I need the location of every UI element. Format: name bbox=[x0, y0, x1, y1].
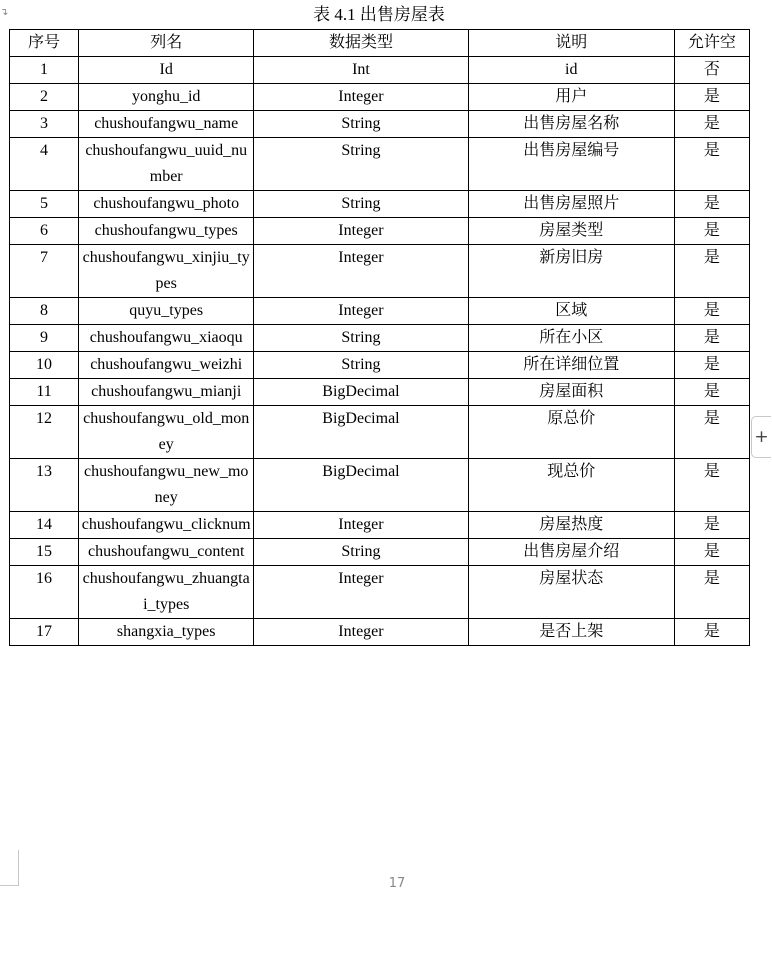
table-row bbox=[10, 245, 750, 298]
cell-description: 区域 bbox=[468, 298, 674, 325]
cell-nullable: 是 bbox=[674, 406, 749, 459]
header-data-type: 数据类型 bbox=[254, 30, 468, 57]
cell-column-name: Id bbox=[79, 57, 254, 84]
cell-data-type: String bbox=[254, 138, 468, 191]
cell-column-name: chushoufangwu_photo bbox=[79, 191, 254, 218]
cell-column-name: chushoufangwu_mianji bbox=[79, 379, 254, 406]
cell-nullable: 是 bbox=[674, 191, 749, 218]
cell-column-name: yonghu_id bbox=[79, 84, 254, 111]
paragraph-mark-icon: ↴ bbox=[0, 7, 9, 18]
table-row bbox=[10, 111, 750, 138]
cell-nullable: 是 bbox=[674, 245, 749, 298]
cell-index: 6 bbox=[10, 218, 79, 245]
cell-description: 房屋类型 bbox=[468, 218, 674, 245]
table-row bbox=[10, 57, 750, 84]
cell-nullable: 是 bbox=[674, 566, 749, 619]
cell-data-type: Integer bbox=[254, 218, 468, 245]
cell-nullable: 是 bbox=[674, 138, 749, 191]
cell-nullable: 是 bbox=[674, 298, 749, 325]
page-number: 17 bbox=[388, 876, 406, 891]
cell-index: 17 bbox=[10, 619, 79, 646]
table-row bbox=[10, 619, 750, 646]
cell-data-type: Integer bbox=[254, 512, 468, 539]
cell-description: 房屋面积 bbox=[468, 379, 674, 406]
table-row bbox=[10, 406, 750, 459]
cell-index: 12 bbox=[10, 406, 79, 459]
cell-data-type: String bbox=[254, 325, 468, 352]
cell-data-type: BigDecimal bbox=[254, 379, 468, 406]
expand-button[interactable] bbox=[751, 416, 771, 458]
cell-index: 10 bbox=[10, 352, 79, 379]
cell-data-type: Int bbox=[254, 57, 468, 84]
cell-description: 出售房屋编号 bbox=[468, 138, 674, 191]
table-caption: 表 4.1 出售房屋表 bbox=[313, 5, 445, 24]
cell-data-type: Integer bbox=[254, 566, 468, 619]
cell-column-name: quyu_types bbox=[79, 298, 254, 325]
data-table bbox=[9, 29, 750, 646]
cell-data-type: String bbox=[254, 539, 468, 566]
cell-nullable: 是 bbox=[674, 84, 749, 111]
cell-nullable: 是 bbox=[674, 111, 749, 138]
cell-nullable: 是 bbox=[674, 352, 749, 379]
cell-index: 4 bbox=[10, 138, 79, 191]
table-row bbox=[10, 138, 750, 191]
cell-index: 11 bbox=[10, 379, 79, 406]
cell-column-name: chushoufangwu_uuid_number bbox=[79, 138, 254, 191]
cell-data-type: Integer bbox=[254, 298, 468, 325]
cell-data-type: String bbox=[254, 191, 468, 218]
cell-nullable: 是 bbox=[674, 459, 749, 512]
cell-column-name: chushoufangwu_xinjiu_types bbox=[79, 245, 254, 298]
header-index: 序号 bbox=[10, 30, 79, 57]
cell-description: 原总价 bbox=[468, 406, 674, 459]
cell-description: 所在详细位置 bbox=[468, 352, 674, 379]
header-column-name: 列名 bbox=[79, 30, 254, 57]
cell-nullable: 是 bbox=[674, 379, 749, 406]
cell-column-name: chushoufangwu_zhuangtai_types bbox=[79, 566, 254, 619]
cell-description: id bbox=[468, 57, 674, 84]
cell-data-type: BigDecimal bbox=[254, 459, 468, 512]
table-row bbox=[10, 512, 750, 539]
cell-index: 9 bbox=[10, 325, 79, 352]
cell-description: 用户 bbox=[468, 84, 674, 111]
cell-description: 出售房屋名称 bbox=[468, 111, 674, 138]
cell-index: 16 bbox=[10, 566, 79, 619]
cell-column-name: shangxia_types bbox=[79, 619, 254, 646]
cell-nullable: 是 bbox=[674, 325, 749, 352]
cell-column-name: chushoufangwu_weizhi bbox=[79, 352, 254, 379]
table-row bbox=[10, 325, 750, 352]
cell-description: 出售房屋介绍 bbox=[468, 539, 674, 566]
cell-index: 7 bbox=[10, 245, 79, 298]
cell-index: 13 bbox=[10, 459, 79, 512]
cell-description: 是否上架 bbox=[468, 619, 674, 646]
cell-data-type: Integer bbox=[254, 619, 468, 646]
table-row bbox=[10, 218, 750, 245]
cell-data-type: Integer bbox=[254, 84, 468, 111]
cell-data-type: BigDecimal bbox=[254, 406, 468, 459]
cell-data-type: Integer bbox=[254, 245, 468, 298]
table-row bbox=[10, 379, 750, 406]
cell-column-name: chushoufangwu_xiaoqu bbox=[79, 325, 254, 352]
cell-index: 2 bbox=[10, 84, 79, 111]
table-row bbox=[10, 84, 750, 111]
table-row bbox=[10, 298, 750, 325]
table-row bbox=[10, 191, 750, 218]
cell-column-name: chushoufangwu_name bbox=[79, 111, 254, 138]
cell-description: 所在小区 bbox=[468, 325, 674, 352]
table-header-row bbox=[10, 30, 750, 57]
cell-column-name: chushoufangwu_content bbox=[79, 539, 254, 566]
table-row bbox=[10, 566, 750, 619]
cell-data-type: String bbox=[254, 352, 468, 379]
cell-column-name: chushoufangwu_clicknum bbox=[79, 512, 254, 539]
cell-index: 14 bbox=[10, 512, 79, 539]
cell-nullable: 否 bbox=[674, 57, 749, 84]
cell-column-name: chushoufangwu_old_money bbox=[79, 406, 254, 459]
cell-nullable: 是 bbox=[674, 539, 749, 566]
cell-description: 新房旧房 bbox=[468, 245, 674, 298]
cell-nullable: 是 bbox=[674, 619, 749, 646]
cell-index: 5 bbox=[10, 191, 79, 218]
cell-column-name: chushoufangwu_types bbox=[79, 218, 254, 245]
cell-nullable: 是 bbox=[674, 218, 749, 245]
cell-index: 1 bbox=[10, 57, 79, 84]
cell-description: 出售房屋照片 bbox=[468, 191, 674, 218]
plus-icon: + bbox=[754, 427, 769, 447]
table-row bbox=[10, 459, 750, 512]
cell-index: 8 bbox=[10, 298, 79, 325]
header-description: 说明 bbox=[468, 30, 674, 57]
cell-index: 15 bbox=[10, 539, 79, 566]
table-row bbox=[10, 539, 750, 566]
cell-index: 3 bbox=[10, 111, 79, 138]
cell-nullable: 是 bbox=[674, 512, 749, 539]
table-row bbox=[10, 352, 750, 379]
cell-data-type: String bbox=[254, 111, 468, 138]
cell-description: 现总价 bbox=[468, 459, 674, 512]
cell-column-name: chushoufangwu_new_money bbox=[79, 459, 254, 512]
cell-description: 房屋热度 bbox=[468, 512, 674, 539]
header-nullable: 允许空 bbox=[674, 30, 749, 57]
cell-description: 房屋状态 bbox=[468, 566, 674, 619]
